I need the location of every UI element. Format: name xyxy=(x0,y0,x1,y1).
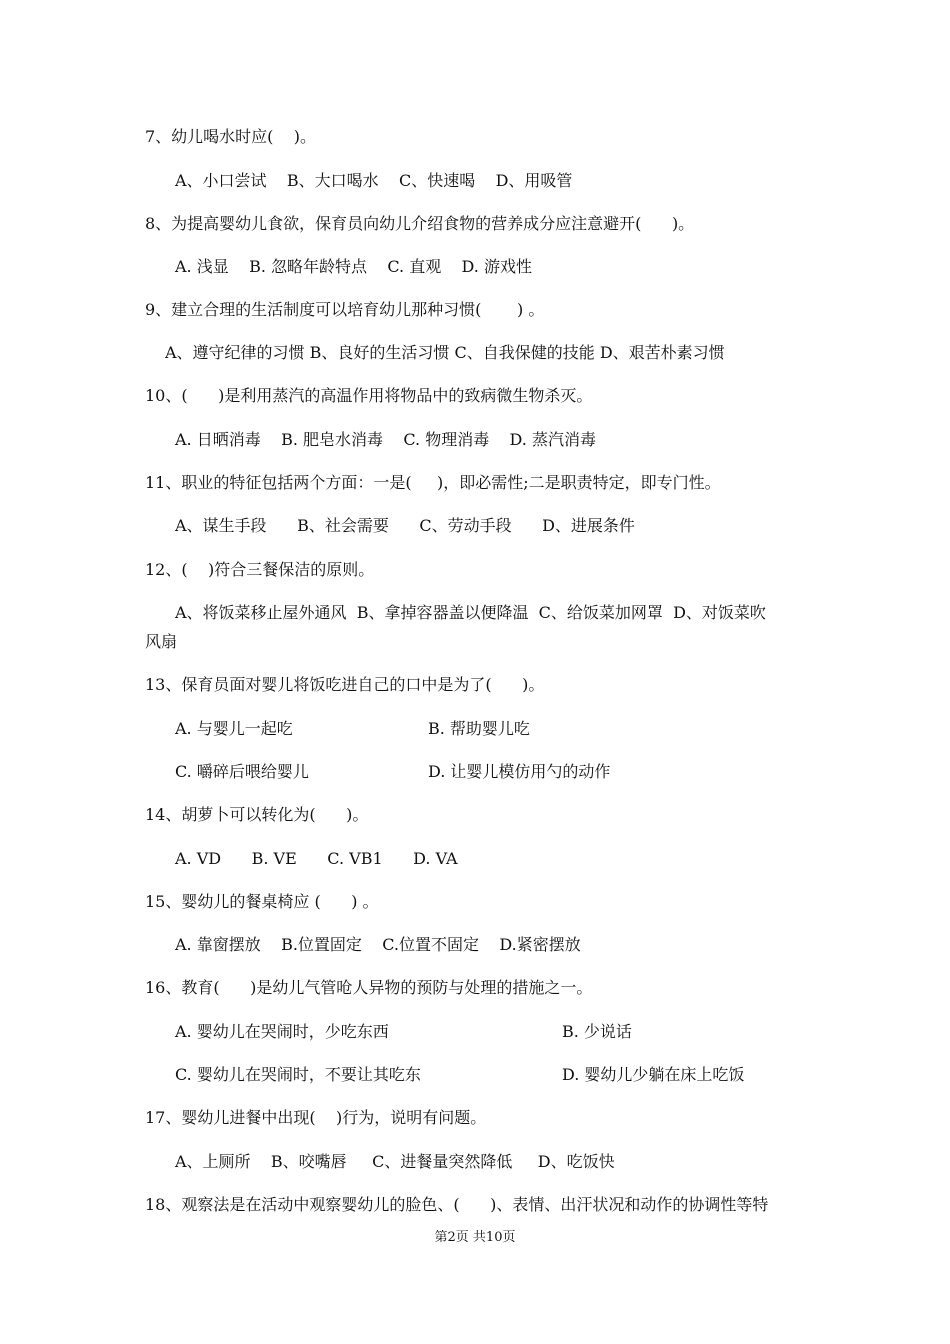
question-9: 9、建立合理的生活制度可以培育幼儿那种习惯( ) 。 xyxy=(145,300,545,319)
option-16-d: D. 婴幼儿少躺在床上吃饭 xyxy=(562,1065,745,1084)
options-10: A. 日晒消毒 B. 肥皂水消毒 C. 物理消毒 D. 蒸汽消毒 xyxy=(175,430,596,449)
question-16: 16、教育( )是幼儿气管呛人异物的预防与处理的措施之一。 xyxy=(145,978,593,997)
option-16-c: C. 婴幼儿在哭闹时，不要让其吃东 xyxy=(175,1065,421,1084)
option-16-a: A. 婴幼儿在哭闹时，少吃东西 xyxy=(175,1022,389,1041)
question-14: 14、胡萝卜可以转化为( )。 xyxy=(145,805,369,824)
options-17: A、上厕所 B、咬嘴唇 C、进餐量突然降低 D、吃饭快 xyxy=(175,1152,615,1171)
option-13-a: A. 与婴儿一起吃 xyxy=(175,719,293,738)
options-7: A、小口尝试 B、大口喝水 C、快速喝 D、用吸管 xyxy=(175,171,573,190)
question-18: 18、观察法是在活动中观察婴幼儿的脸色、( )、表情、出汗状况和动作的协调性等特 xyxy=(145,1195,769,1214)
options-11: A、谋生手段 B、社会需要 C、劳动手段 D、进展条件 xyxy=(175,516,635,535)
options-12-line1: A、将饭菜移止屋外通风 B、拿掉容器盖以便降温 C、给饭菜加网罩 D、对饭菜吹 xyxy=(175,603,766,622)
options-14: A. VD B. VE C. VB1 D. VA xyxy=(175,849,458,868)
option-13-b: B. 帮助婴儿吃 xyxy=(428,719,530,738)
options-12-line2: 风扇 xyxy=(145,632,178,651)
question-13: 13、保育员面对婴儿将饭吃进自己的口中是为了( )。 xyxy=(145,675,545,694)
options-9: A、遵守纪律的习惯 B、良好的生活习惯 C、自我保健的技能 D、艰苦朴素习惯 xyxy=(165,343,725,362)
option-13-c: C. 嚼碎后喂给婴儿 xyxy=(175,762,309,781)
option-13-d: D. 让婴儿模仿用勺的动作 xyxy=(428,762,611,781)
question-15: 15、婴幼儿的餐桌椅应 ( ) 。 xyxy=(145,892,379,911)
question-7: 7、幼儿喝水时应( )。 xyxy=(145,127,317,146)
question-12: 12、( )符合三餐保洁的原则。 xyxy=(145,560,375,579)
question-11: 11、职业的特征包括两个方面：一是( )，即必需性;二是职责特定，即专门性。 xyxy=(145,473,721,492)
question-10: 10、( )是利用蒸汽的高温作用将物品中的致病微生物杀灭。 xyxy=(145,386,593,405)
option-16-b: B. 少说话 xyxy=(562,1022,632,1041)
question-17: 17、婴幼儿进餐中出现( )行为，说明有问题。 xyxy=(145,1108,487,1127)
options-15: A. 靠窗摆放 B.位置固定 C.位置不固定 D.紧密摆放 xyxy=(175,935,581,954)
options-8: A. 浅显 B. 忽略年龄特点 C. 直观 D. 游戏性 xyxy=(175,257,532,276)
page-footer: 第2页 共10页 xyxy=(434,1230,516,1245)
question-8: 8、为提高婴幼儿食欲，保育员向幼儿介绍食物的营养成分应注意避开( )。 xyxy=(145,214,695,233)
